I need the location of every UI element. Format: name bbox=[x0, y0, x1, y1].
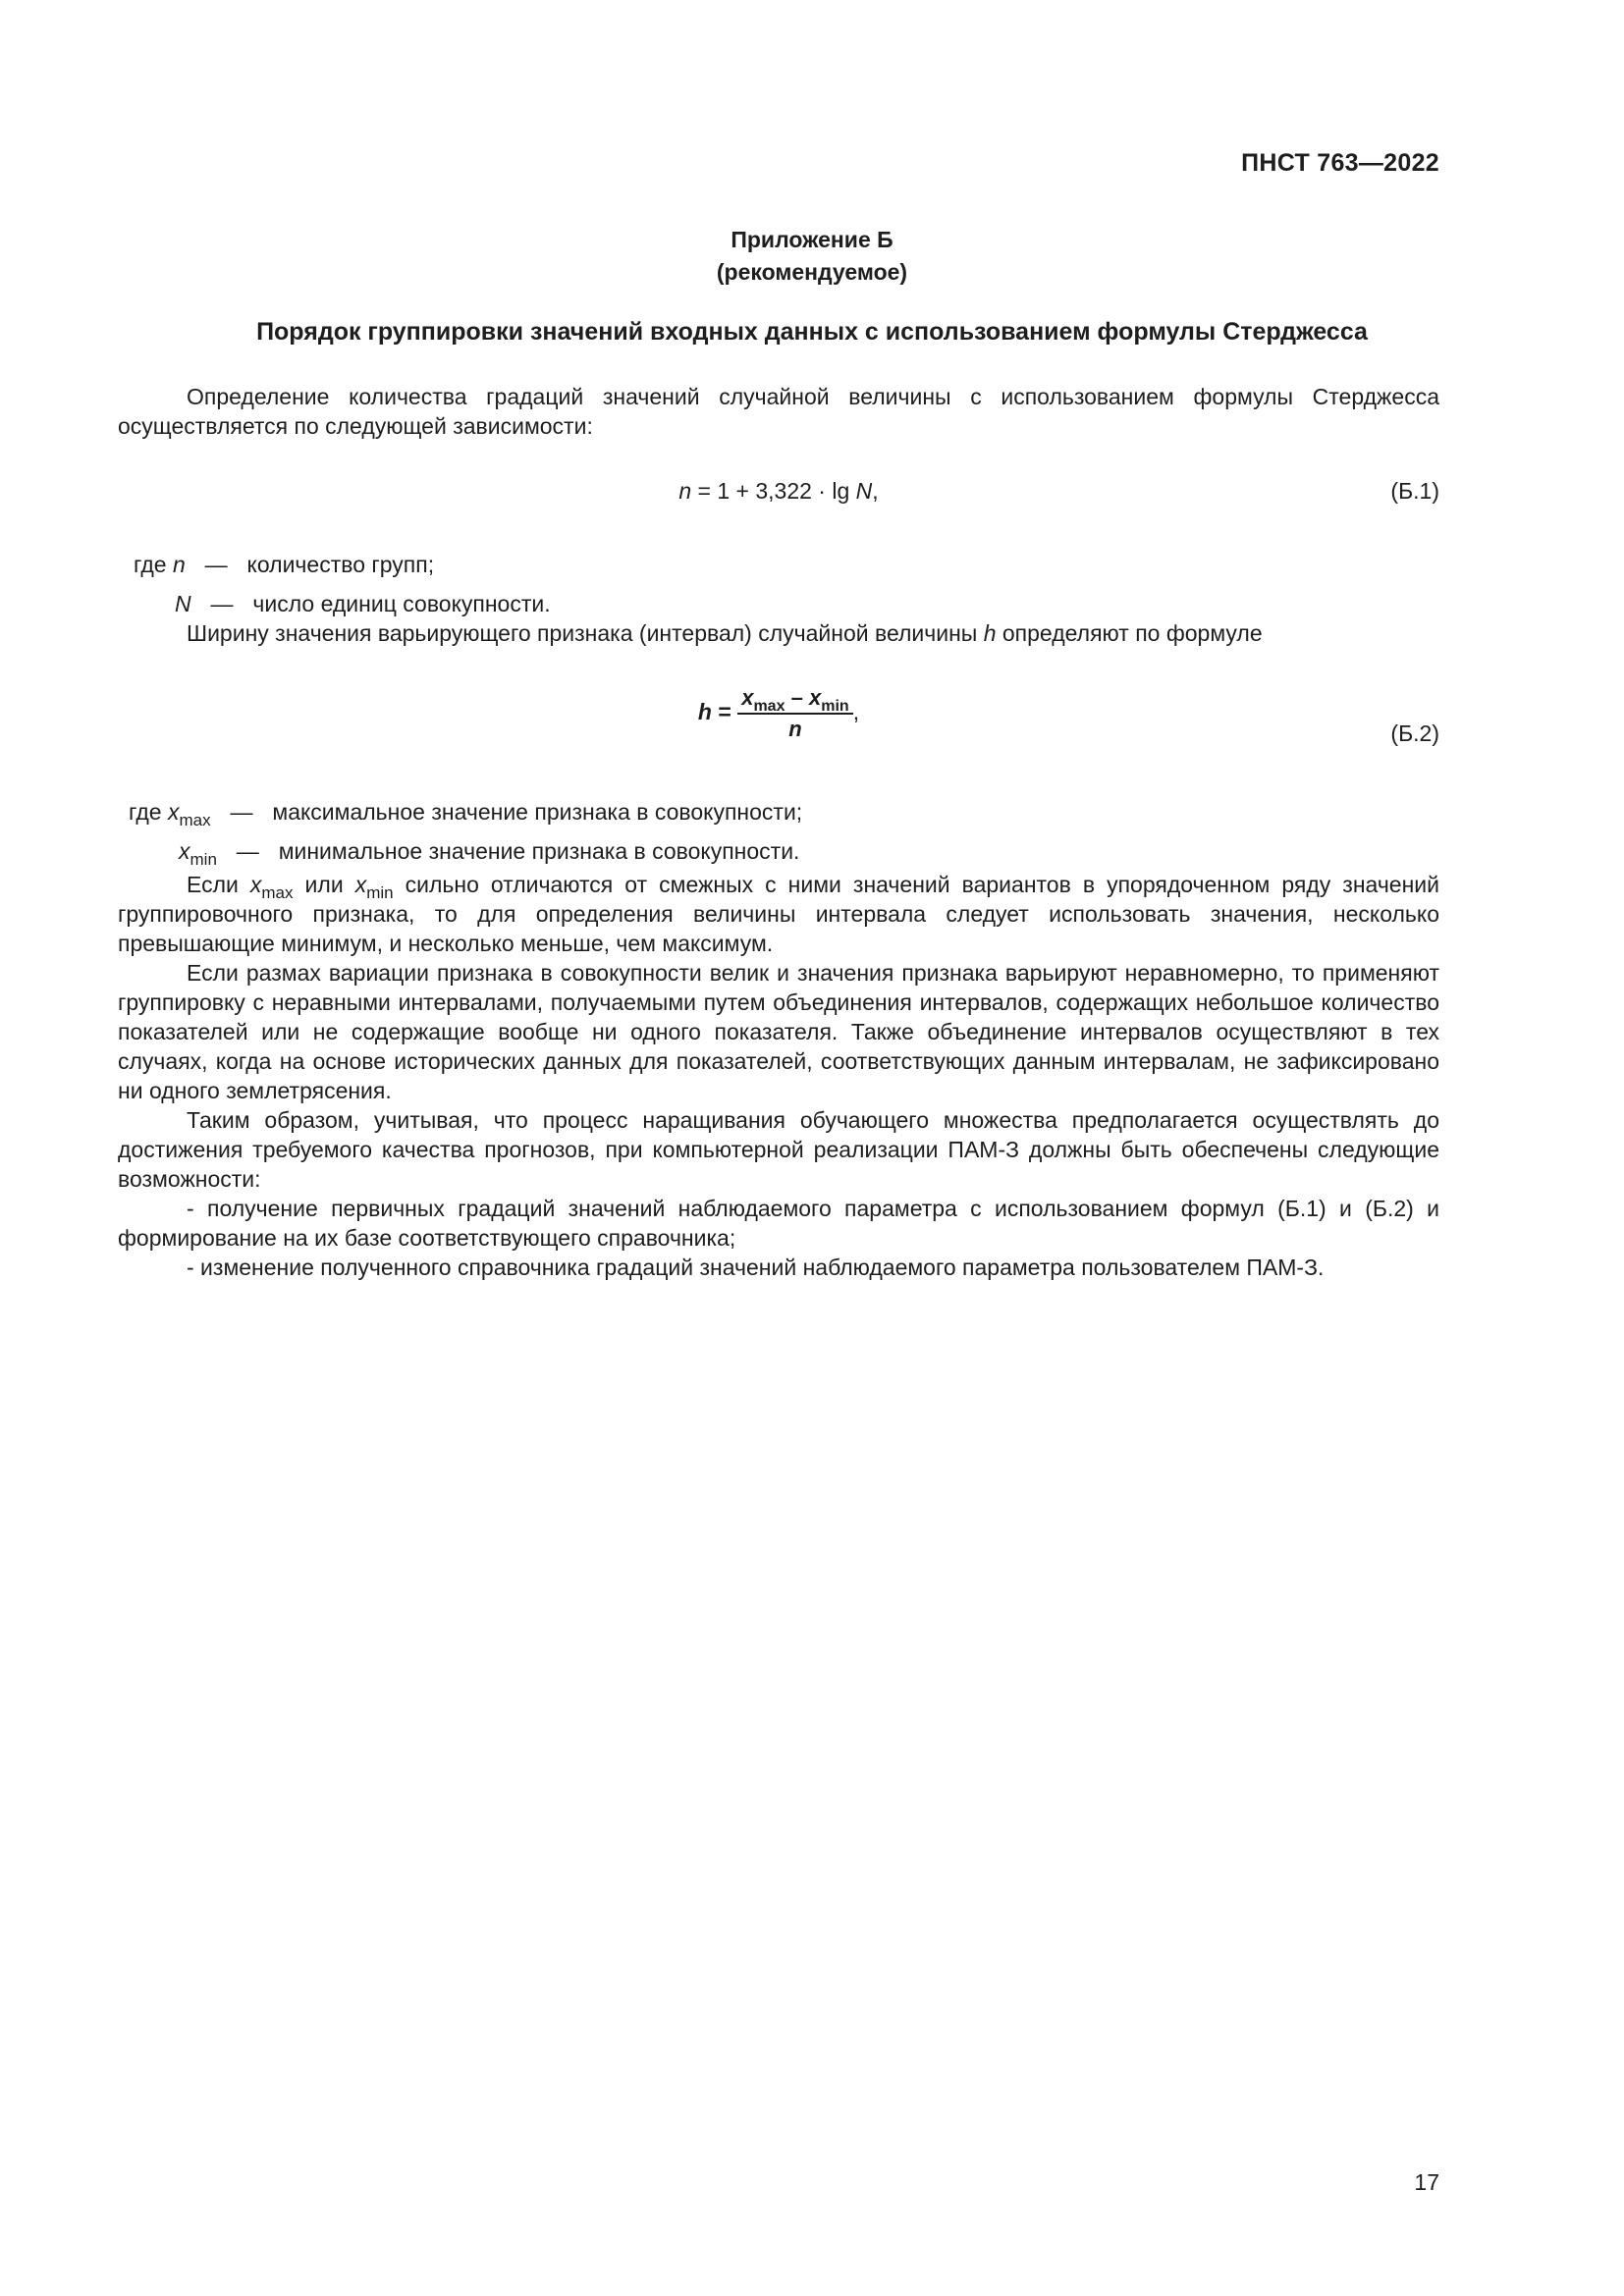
formula-b1-number: (Б.1) bbox=[1390, 478, 1439, 504]
para-conclusion: Таким образом, учитывая, что процесс наращивания обучающего множества предполагается осуществлять до достижения требуемого качества прогнозов, при компьютерной реализации ПАМ-З должны быть обеспечены следующие возможности: bbox=[118, 1107, 1439, 1192]
document-code: ПНСТ 763—2022 bbox=[1241, 149, 1439, 177]
formula-b2-expression bbox=[118, 685, 1439, 742]
where-dash: — bbox=[236, 838, 259, 864]
where-symbol-x: x bbox=[179, 838, 190, 864]
where-n bbox=[134, 550, 434, 579]
interval-intro bbox=[118, 618, 1439, 648]
where-xmax bbox=[129, 797, 802, 827]
formula-b2-lhs: h bbox=[697, 699, 712, 725]
where-dash: — bbox=[204, 552, 228, 577]
appendix-subtitle: (рекомендуемое) bbox=[716, 259, 908, 285]
where-symbol-N: N bbox=[175, 591, 191, 616]
formula-b1-N: N bbox=[855, 478, 873, 504]
formula-b2-comma: , bbox=[852, 699, 860, 725]
where-text-xmax: максимальное значение признака в совокупности; bbox=[272, 799, 803, 825]
interval-intro-part1: Ширину значения варьирующего признака (интервал) случайной величины bbox=[187, 620, 984, 646]
formula-b2-fraction bbox=[737, 685, 852, 742]
list-item: - изменение полученного справочника градаций значений наблюдаемого параметра пользователем ПАМ-З. bbox=[187, 1255, 1325, 1280]
where-dash: — bbox=[230, 799, 253, 825]
where-text-N: число единиц совокупности. bbox=[252, 591, 551, 616]
where-sub-min: min bbox=[189, 850, 217, 869]
formula-b2 bbox=[118, 677, 1439, 756]
formula-b1-comma: , bbox=[872, 478, 879, 504]
formula-b1-expression bbox=[118, 478, 1439, 505]
formula-b2-number: (Б.2) bbox=[1390, 721, 1439, 746]
appendix-title: Приложение Б bbox=[731, 227, 893, 252]
formula-b1-n: n bbox=[678, 478, 692, 504]
list-item: - получение первичных градаций значений наблюдаемого параметра с использованием формул (Б.1) и (Б.2) и формирование на их базе соответствующего справочника; bbox=[118, 1196, 1439, 1251]
where-N bbox=[175, 589, 551, 618]
where-symbol-n: n bbox=[172, 552, 186, 577]
interval-symbol-h: h bbox=[983, 620, 997, 646]
intro-text: Определение количества градаций значений случайной величины с использованием формулы Стерджесса осуществляется по следующей зависимости: bbox=[118, 384, 1439, 439]
where-sub-max: max bbox=[179, 811, 211, 829]
where-symbol-x: x bbox=[167, 799, 180, 825]
formula-b2-equals: = bbox=[718, 699, 731, 725]
page-number: 17 bbox=[1414, 2169, 1439, 2195]
formula-b1-body: = 1 + 3,322 · lg bbox=[691, 478, 856, 504]
where-prefix: где bbox=[129, 799, 162, 825]
para-outliers: Если $x_{max}$ или $x_{min}$ сильно отличаются от смежных с ними значений вариантов в упорядоченном ряду значений группировочного признака, то для определения величины интервала следует использовать значения, несколько превышающие минимум, и несколько меньше, чем максимум. bbox=[118, 872, 1439, 956]
para-unequal-intervals: Если размах вариации признака в совокупности велик и значения признака варьируют неравномерно, то применяют группировку с неравными интервалами, получаемыми путем объединения интервалов, содержащих небольшое количество показателей или не содержащие вообще ни одного показателя. Также объединение интервалов осуществляют в тех случаях, когда на основе исторических данных для показателей, соответствующих данным интервалам, не зафиксировано ни одного землетрясения. bbox=[118, 960, 1439, 1103]
where-prefix: где bbox=[134, 552, 167, 577]
where-dash: — bbox=[210, 591, 234, 616]
section-title: Порядок группировки значений входных данных с использованием формулы Стерджесса bbox=[256, 318, 1368, 346]
where-xmin bbox=[179, 836, 800, 869]
appendix-heading bbox=[0, 224, 1624, 289]
where-text-xmin: минимальное значение признака в совокупности. bbox=[278, 838, 800, 864]
fraction-numerator: $x_{max} - x_{min}$ bbox=[737, 685, 852, 715]
interval-intro-part2: определяют по формуле bbox=[996, 620, 1263, 646]
intro-paragraph bbox=[118, 382, 1439, 441]
main-body bbox=[118, 870, 1439, 1282]
fraction-denominator: n bbox=[788, 717, 802, 741]
where-text-n: количество групп; bbox=[246, 552, 435, 577]
